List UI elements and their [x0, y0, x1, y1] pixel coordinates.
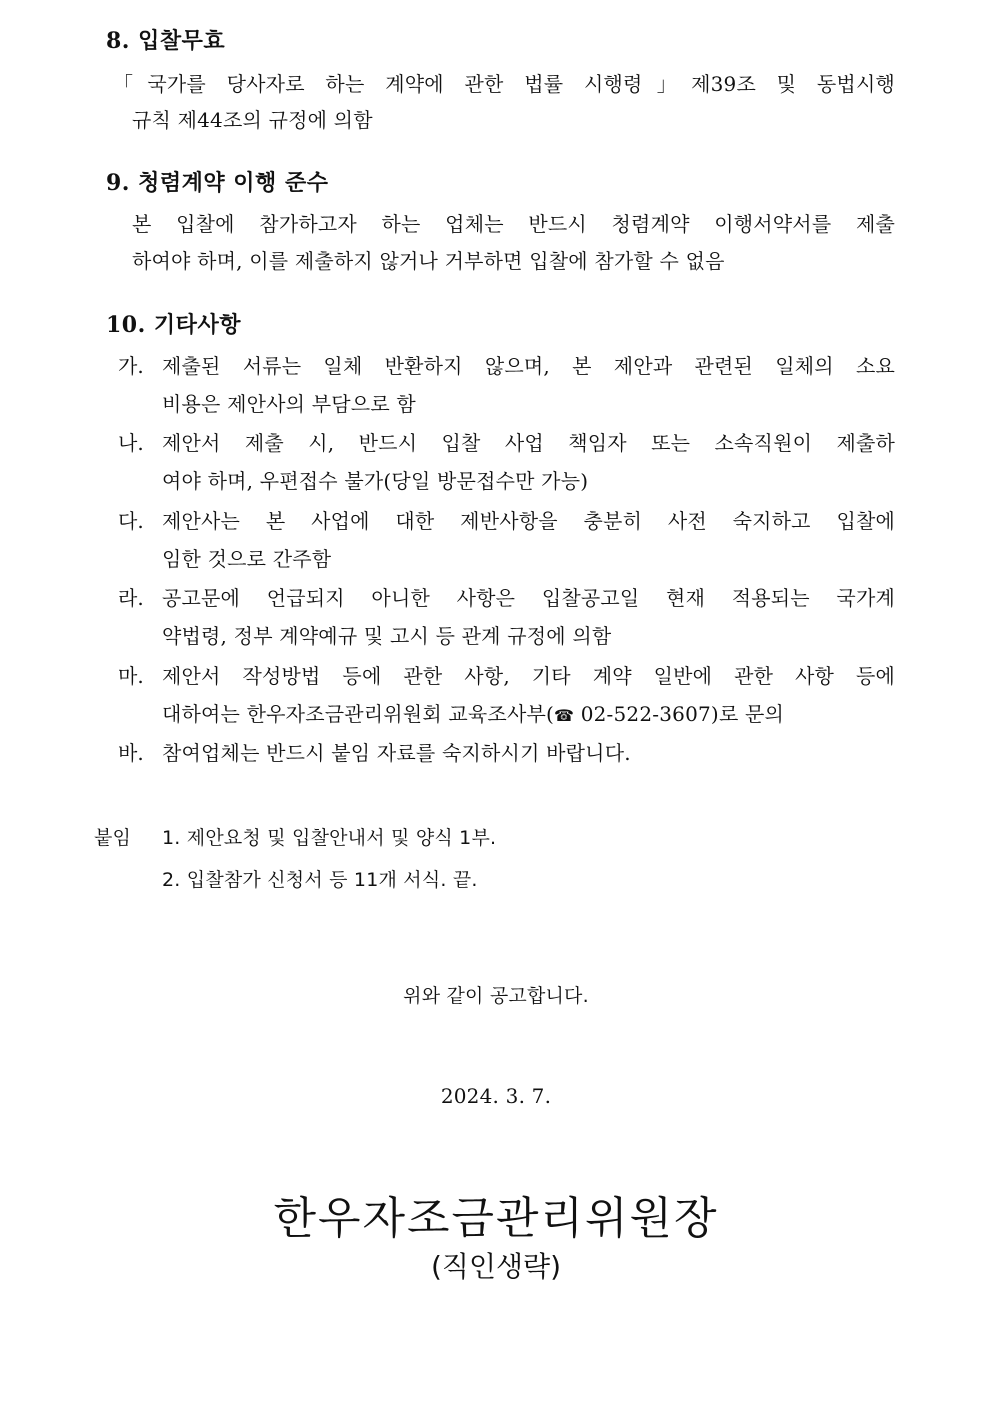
attachments-label: 붙임 [94, 827, 132, 849]
section-10-heading: 10. 기타사항 [106, 312, 241, 338]
item-marker-ra: 라. [118, 586, 144, 610]
item-marker-na: 나. [118, 431, 144, 455]
section-9-heading: 9. 청렴계약 이행 준수 [106, 170, 329, 196]
section-9-line-2: 하여야 하며, 이를 제출하지 않거나 거부하면 입찰에 참가할 수 없음 [132, 249, 725, 273]
section-8-heading: 8. 입찰무효 [106, 28, 226, 54]
item-ma-line-2a: 대하여는 한우자조금관리위원회 교육조사부( [162, 702, 554, 726]
closing-statement: 위와 같이 공고합니다. [403, 985, 589, 1007]
attachment-item-2: 2. 입찰참가 신청서 등 11개 서식. 끝. [162, 869, 478, 891]
item-ga-line-1: 제출된 서류는 일체 반환하지 않으며, 본 제안과 관련된 일체의 소요 [162, 354, 895, 378]
item-da-line-1: 제안사는 본 사업에 대한 제반사항을 충분히 사전 숙지하고 입찰에 [162, 509, 895, 533]
item-ra-line-2: 약법령, 정부 계약예규 및 고시 등 관계 규정에 의함 [162, 624, 612, 648]
section-9-line-1: 본 입찰에 참가하고자 하는 업체는 반드시 청렴계약 이행서약서를 제출 [132, 212, 895, 236]
announcement-date: 2024. 3. 7. [440, 1084, 552, 1108]
telephone-icon: ☎ [554, 706, 575, 725]
item-marker-ga: 가. [118, 354, 144, 378]
item-na-line-1: 제안서 제출 시, 반드시 입찰 사업 책임자 또는 소속직원이 제출하 [162, 431, 895, 455]
section-8-line-1: 「국가를 당사자로 하는 계약에 관한 법률 시행령」제39조 및 동법시행 [113, 72, 895, 96]
seal-omitted-note: (직인생략) [430, 1250, 562, 1283]
item-ma-line-2b: 02-522-3607)로 문의 [574, 702, 785, 726]
item-marker-ma: 마. [118, 664, 144, 688]
section-8-line-2: 규칙 제44조의 규정에 의함 [132, 108, 373, 132]
item-ma-line-1: 제안서 작성방법 등에 관한 사항, 기타 계약 일반에 관한 사항 등에 [162, 664, 895, 688]
item-marker-ba: 바. [118, 741, 144, 765]
item-ba-line-1: 참여업체는 반드시 붙임 자료를 숙지하시기 바랍니다. [162, 741, 631, 765]
issuer-name: 한우자조금관리위원장 [273, 1193, 719, 1244]
item-ra-line-1: 공고문에 언급되지 아니한 사항은 입찰공고일 현재 적용되는 국가계 [162, 586, 895, 610]
item-da-line-2: 임한 것으로 간주함 [162, 547, 332, 571]
item-ga-line-2: 비용은 제안사의 부담으로 함 [162, 392, 416, 416]
item-marker-da: 다. [118, 509, 144, 533]
item-ma-line-2 [162, 698, 784, 727]
attachment-item-1: 1. 제안요청 및 입찰안내서 및 양식 1부. [162, 827, 497, 849]
item-na-line-2: 여야 하며, 우편접수 불가(당일 방문접수만 가능) [162, 469, 589, 493]
